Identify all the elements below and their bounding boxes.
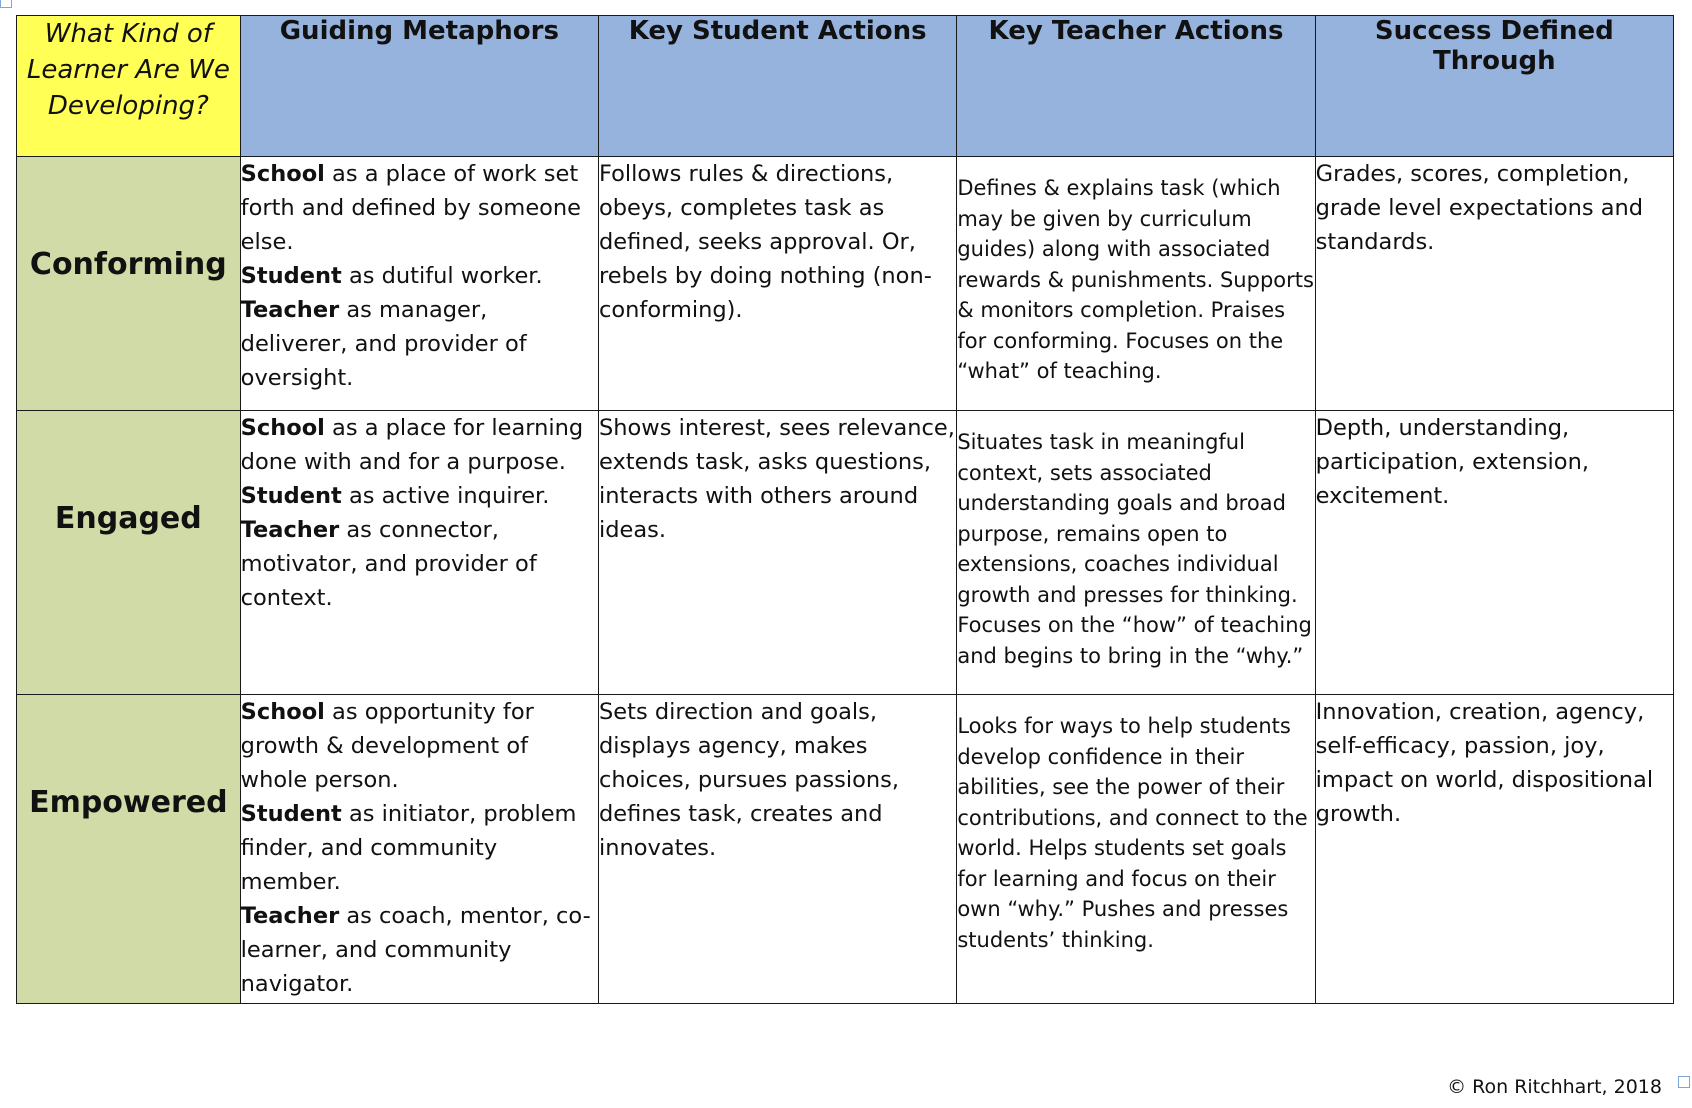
metaphor-item (241, 415, 584, 475)
corner-header-line: Learner Are We (26, 55, 230, 85)
corner-header-line: Developing? (47, 91, 209, 121)
row-header-conforming (17, 157, 241, 411)
teacher-actions-cell: Situates task in meaningful context, sets associated understanding goals and broad purpose, remains open to extensions, coaches individual growth and presses for thinking. Focuses on the “how” of teaching and begins to bring in the “why.” (957, 411, 1315, 695)
metaphor-text: as manager, deliverer, and provider of oversight. (240, 297, 527, 391)
corner-header (17, 16, 241, 157)
row-label: Engaged (54, 501, 202, 536)
metaphor-text: as connector, motivator, and provider of context. (240, 517, 537, 611)
metaphor-label: School (240, 415, 325, 441)
column-header-key-student-actions: Key Student Actions (599, 16, 957, 157)
metaphor-item (241, 161, 581, 255)
corner-header-line: What Kind of (44, 19, 212, 49)
metaphor-text: as coach, mentor, co-learner, and community navigator. (240, 903, 591, 997)
success-cell: Grades, scores, completion, grade level expectations and standards. (1315, 157, 1673, 411)
row-header-engaged (17, 411, 241, 695)
student-actions-cell: Sets direction and goals, displays agency, makes choices, pursues passions, defines task, creates and innovates. (599, 695, 957, 1004)
metaphor-text: as a place for learning done with and for a purpose. (240, 415, 584, 475)
success-cell: Depth, understanding, participation, extension, excitement. (1315, 411, 1673, 695)
metaphor-item (241, 483, 550, 509)
column-header-success-defined-through: Success Defined Through (1315, 16, 1673, 157)
column-header-key-teacher-actions: Key Teacher Actions (957, 16, 1315, 157)
metaphor-label: Teacher (240, 297, 340, 323)
framework-grid (16, 15, 1674, 1004)
row-label: Empowered (29, 785, 228, 820)
metaphor-item (241, 263, 543, 289)
metaphor-item (241, 801, 577, 895)
corner-marker (1678, 1076, 1690, 1088)
metaphor-item (241, 517, 537, 611)
student-actions-cell: Follows rules & directions, obeys, completes task as defined, seeks approval. Or, rebels by doing nothing (non-conforming). (599, 157, 957, 411)
learner-framework-table (16, 15, 1674, 1004)
row-header-empowered (17, 695, 241, 1004)
metaphor-text: as initiator, problem finder, and community member. (240, 801, 577, 895)
column-header-guiding-metaphors: Guiding Metaphors (240, 16, 598, 157)
row-label: Conforming (29, 247, 227, 282)
metaphor-label: Teacher (240, 517, 340, 543)
corner-marker (0, 0, 12, 8)
metaphor-item (241, 903, 591, 997)
copyright-footer: © Ron Ritchhart, 2018 (1447, 1076, 1662, 1098)
guiding-metaphors-cell (240, 157, 598, 411)
table-row-empowered (17, 695, 1674, 1004)
teacher-actions-cell: Looks for ways to help students develop confidence in their abilities, see the power of their contributions, and connect to the world. Helps students set goals for learning and focus on their own “why.” Pushes and presses students’ thinking. (957, 695, 1315, 1004)
table-row-engaged (17, 411, 1674, 695)
metaphor-text: as dutiful worker. (341, 263, 543, 289)
metaphor-label: Student (240, 263, 342, 289)
metaphor-label: Teacher (240, 903, 340, 929)
metaphor-label: School (240, 699, 325, 725)
metaphor-item (241, 297, 527, 391)
metaphor-text: as a place of work set forth and defined by someone else. (240, 161, 582, 255)
success-cell: Innovation, creation, agency, self-efficacy, passion, joy, impact on world, dispositional growth. (1315, 695, 1673, 1004)
metaphor-label: School (240, 161, 325, 187)
guiding-metaphors-cell (240, 411, 598, 695)
metaphor-item (241, 699, 534, 793)
header-row (17, 16, 1674, 157)
metaphor-label: Student (240, 801, 342, 827)
metaphor-text: as opportunity for growth & development of whole person. (240, 699, 534, 793)
metaphor-label: Student (240, 483, 342, 509)
table-row-conforming (17, 157, 1674, 411)
student-actions-cell: Shows interest, sees relevance, extends task, asks questions, interacts with others around ideas. (599, 411, 957, 695)
teacher-actions-cell: Defines & explains task (which may be given by curriculum guides) along with associated rewards & punishments. Supports & monitors completion. Praises for conforming. Focuses on the “what” of teaching. (957, 157, 1315, 411)
guiding-metaphors-cell (240, 695, 598, 1004)
metaphor-text: as active inquirer. (341, 483, 550, 509)
